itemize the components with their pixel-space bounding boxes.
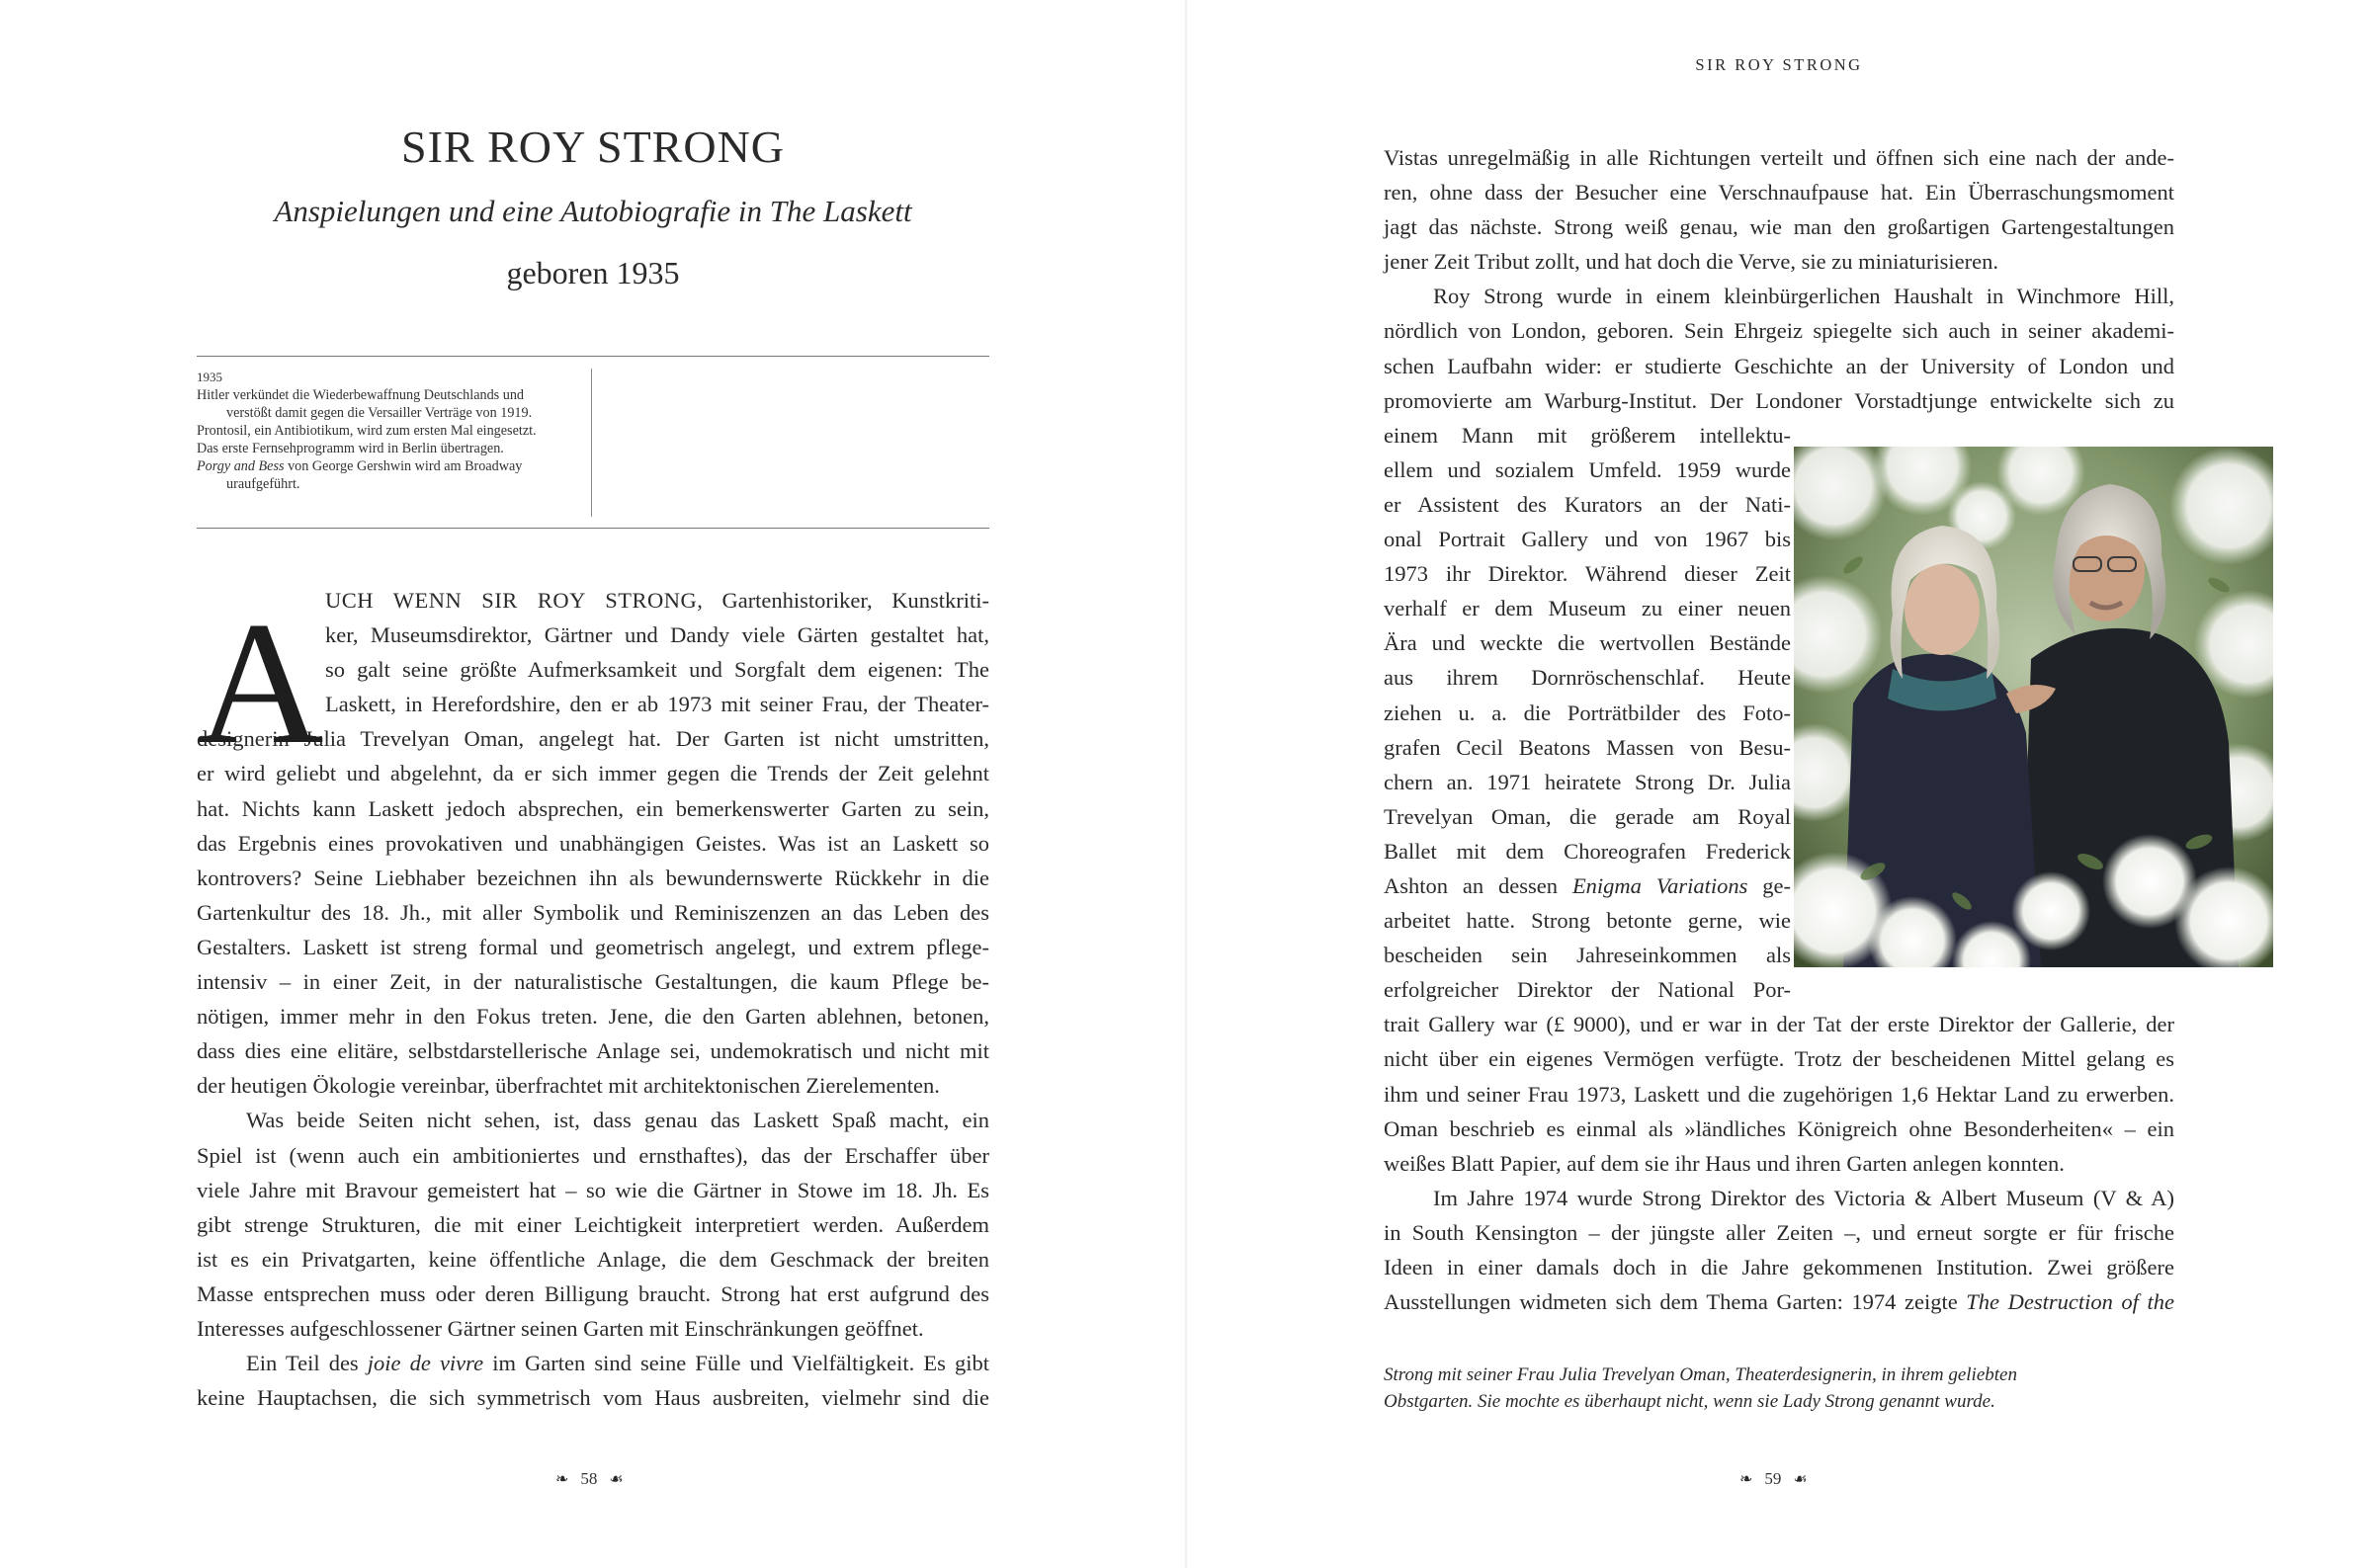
timeline-content	[197, 369, 592, 517]
body-line: onal Portrait Gallery und von 1967 bis	[1384, 527, 1791, 552]
body-line: bescheiden sein Jahreseinkommen als	[1384, 943, 1791, 968]
body-line	[1384, 1284, 2174, 1319]
body-line: kontrovers? Seine Liebhaber bezeichnen ihn als bewundernswerte Rückkehr in die	[197, 865, 989, 890]
timeline-italic: Porgy and Bess	[197, 458, 285, 474]
body-line: nördlich von London, geboren. Sein Ehrgeiz spiegelte sich auch in seiner akademi-	[1384, 318, 2174, 344]
body-line: nötigen, immer mehr in den Fokus treten. Jene, die den Garten ablehnen, betonen,	[197, 1004, 989, 1030]
body-line: Spiel ist (wenn auch ein ambitioniertes und ernsthaftes), das der Erschaffer über	[197, 1142, 989, 1168]
timeline-line: uraufgeführt.	[226, 476, 300, 492]
body-line: verhalf er dem Museum zu einer neuen	[1384, 596, 1791, 621]
body-line: in South Kensington – der jüngste aller Zeiten –, und erneut sorgte er für frische	[1384, 1219, 2174, 1245]
timeline-line-rest: von George Gershwin wird am Broadway	[284, 458, 523, 474]
birth-year: geboren 1935	[506, 255, 680, 290]
body-line-start: Ein Teil des	[246, 1351, 368, 1376]
body-line: gibt strenge Strukturen, die mit einer Leichtigkeit interpretiert werden. Außerdem	[197, 1211, 989, 1237]
body-line: ist es ein Privatgarten, keine öffentliche Anlage, die dem Geschmack der breiten	[197, 1246, 989, 1272]
body-line: Interesses aufgeschlossener Gärtner seinen Garten mit Einschränkungen geöffnet.	[197, 1315, 924, 1341]
body-line: jener Zeit Tribut zollt, und hat doch die Verve, sie zu miniaturisieren.	[1384, 249, 1998, 275]
body-line-rest: , Gartenhistoriker, Kunstkriti-	[697, 588, 989, 613]
body-line: schen Laufbahn wider: er studierte Geschichte an der University of London und	[1384, 353, 2174, 378]
body-line: so galt seine größte Aufmerksamkeit und Sorgfalt dem eigenen: The	[325, 657, 989, 683]
body-line: hat. Nichts kann Laskett jedoch absprechen, ein bemerkenswerter Garten zu sein,	[197, 795, 989, 821]
ornament-left-icon: ❧	[1739, 1471, 1753, 1488]
timeline-line	[197, 457, 583, 475]
body-line: arbeitet hatte. Strong betonte gerne, wie	[1384, 908, 1791, 934]
caption-line: Obstgarten. Sie mochte es überhaupt nicht, wenn sie Lady Strong genannt wurde.	[1384, 1391, 1995, 1412]
body-line: nicht über ein eigenes Vermögen verfügte. Trotz der bescheidenen Mittel gelang es	[1384, 1046, 2174, 1072]
body-line-start: Ausstellungen widmeten sich dem Thema Garten: 1974 zeigte	[1384, 1289, 1967, 1315]
body-line-start: Ashton an dessen	[1384, 872, 1572, 898]
body-line: Ideen in einer damals doch in die Jahre gekommenen Institution. Zwei größere	[1384, 1255, 2174, 1279]
italic-phrase: Enigma Variations	[1571, 872, 1748, 898]
body-line: er Assistent des Kurators an der Nati-	[1384, 491, 1791, 517]
orchard-couple-image	[1794, 447, 2273, 967]
body-line: Ballet mit dem Choreografen Frederick	[1384, 838, 1791, 864]
timeline-line: Hitler verkündet die Wiederbewaffnung Deutschlands und	[197, 387, 525, 403]
body-line: viele Jahre mit Bravour gemeistert hat – so wie die Gärtner in Stowe im 18. Jh. Es	[197, 1177, 989, 1202]
caption-line: Strong mit seiner Frau Julia Trevelyan Oman, Theaterdesignerin, in ihrem geliebten	[1384, 1364, 2017, 1385]
body-line: ren, ohne dass der Besucher eine Verschnaufpause hat. Ein Überraschungsmoment	[1384, 180, 2174, 206]
left-body-text	[197, 583, 989, 1415]
italic-phrase: joie de vivre	[367, 1351, 484, 1376]
ornament-right-icon: ☙	[609, 1471, 624, 1488]
body-line: ihm und seiner Frau 1973, Laskett und die zugehörigen 1,6 Hektar Land zu erwerben.	[1384, 1081, 2174, 1107]
page-number-left	[555, 1469, 624, 1489]
timeline-year: 1935	[197, 370, 222, 384]
body-line: ellem und sozialem Umfeld. 1959 wurde	[1384, 456, 1791, 482]
body-line: Trevelyan Oman, die gerade am Royal	[1384, 803, 1791, 829]
page-number-right	[1739, 1469, 1808, 1489]
body-line: trait Gallery war (£ 9000), und er war in der Tat der erste Direktor der Gallerie, der	[1384, 1012, 2174, 1037]
body-line: designerin Julia Trevelyan Oman, angelegt hat. Der Garten ist nicht umstritten,	[197, 726, 989, 752]
body-line: Vistas unregelmäßig in alle Richtungen verteilt und öffnen sich eine nach der ande-	[1384, 145, 2174, 170]
body-line	[197, 1346, 989, 1380]
photo-caption	[1384, 1362, 2194, 1415]
body-line: Ära und weckte die wertvollen Bestände	[1384, 630, 1791, 656]
body-line: jagt das nächste. Strong weiß genau, wie man den großartigen Gartengestaltungen	[1384, 214, 2174, 240]
body-line: Laskett, in Herefordshire, den er ab 1973 mit seiner Frau, der Theater-	[325, 692, 989, 717]
body-line: Im Jahre 1974 wurde Strong Direktor des Victoria & Albert Museum (V & A)	[1433, 1185, 2174, 1210]
body-line: Masse entsprechen muss oder deren Billigung braucht. Strong hat erst aufgrund des	[197, 1280, 989, 1306]
body-line: 1973 ihr Direktor. Während dieser Zeit	[1384, 561, 1791, 587]
body-line: Gestalters. Laskett ist streng formal und geometrisch angelegt, und extrem pflege-	[197, 934, 989, 959]
portrait-photo	[1794, 447, 2273, 967]
body-line	[1384, 868, 1791, 903]
body-line: weißes Blatt Papier, auf dem sie ihr Haus und ihren Garten anlegen konnten.	[1384, 1150, 2065, 1176]
body-line: Oman beschrieb es einmal als »ländliches Königreich ohne Besonderheiten« – ein	[1384, 1115, 2174, 1141]
timeline-line: Das erste Fernsehprogramm wird in Berlin übertragen.	[197, 441, 504, 456]
timeline-box	[197, 356, 989, 529]
body-line: grafen Cecil Beatons Massen von Besu-	[1384, 734, 1791, 760]
body-line: promovierte am Warburg-Institut. Der Londoner Vorstadtjunge entwickelte sich zu	[1384, 387, 2174, 413]
ornament-right-icon: ☙	[1793, 1471, 1808, 1488]
body-line: er wird geliebt und abgelehnt, da er sich immer gegen die Trends der Zeit gelehnt	[197, 761, 989, 786]
page-number: 59	[1764, 1469, 1782, 1488]
body-line: Was beide Seiten nicht sehen, ist, dass genau das Laskett Spaß macht, ein	[246, 1108, 989, 1133]
body-line-end: ge-	[1747, 872, 1791, 898]
drop-cap: A	[197, 585, 324, 781]
body-line: ziehen u. a. die Porträtbilder des Foto-	[1384, 700, 1791, 725]
body-line-end: im Garten sind seine Fülle und Vielfältigkeit. Es gibt	[483, 1351, 989, 1376]
body-line: keine Hauptachsen, die sich symmetrisch vom Haus ausbreiten, vielmehr sind die	[197, 1385, 989, 1411]
body-line: Gartenkultur des 18. Jh., mit aller Symbolik und Reminiszenzen an das Leben des	[197, 899, 989, 925]
timeline-line: verstößt damit gegen die Versailler Verträge von 1919.	[226, 405, 533, 421]
body-line: der heutigen Ökologie vereinbar, überfrachtet mit architektonischen Zierelementen.	[197, 1073, 940, 1099]
body-line: erfolgreicher Direktor der National Por-	[1384, 977, 1791, 1003]
body-line: Roy Strong wurde in einem kleinbürgerlichen Haushalt in Winchmore Hill,	[1433, 284, 2174, 309]
body-line: einem Mann mit größerem intellektu-	[1384, 422, 1791, 448]
body-line: das Ergebnis eines provokativen und unabhängigen Geistes. Was ist an Laskett so	[197, 830, 989, 856]
small-caps-lead: UCH WENN SIR ROY STRONG	[325, 588, 698, 613]
body-line: chern an. 1971 heiratete Strong Dr. Julia	[1384, 769, 1791, 794]
ornament-left-icon: ❧	[555, 1471, 569, 1488]
chapter-title: SIR ROY STRONG	[400, 122, 786, 172]
italic-phrase: The Destruction of the	[1966, 1289, 2174, 1315]
body-line: intensiv – in einer Zeit, in der naturalistische Gestaltungen, die kaum Pflege be-	[197, 969, 989, 995]
chapter-subtitle: Anspielungen und eine Autobiografie in The Laskett	[274, 194, 912, 228]
body-line: ker, Museumsdirektor, Gärtner und Dandy viele Gärten gestaltet hat,	[325, 622, 989, 648]
page-number: 58	[580, 1469, 598, 1488]
body-line: aus ihrem Dornröschenschlaf. Heute	[1384, 665, 1791, 691]
body-line: dass dies eine elitäre, selbstdarstellerische Anlage sei, undemokratisch und nicht mit	[197, 1038, 989, 1064]
timeline-line: Prontosil, ein Antibiotikum, wird zum ersten Mal eingesetzt.	[197, 423, 537, 439]
running-head: SIR ROY STRONG	[1695, 55, 1863, 74]
